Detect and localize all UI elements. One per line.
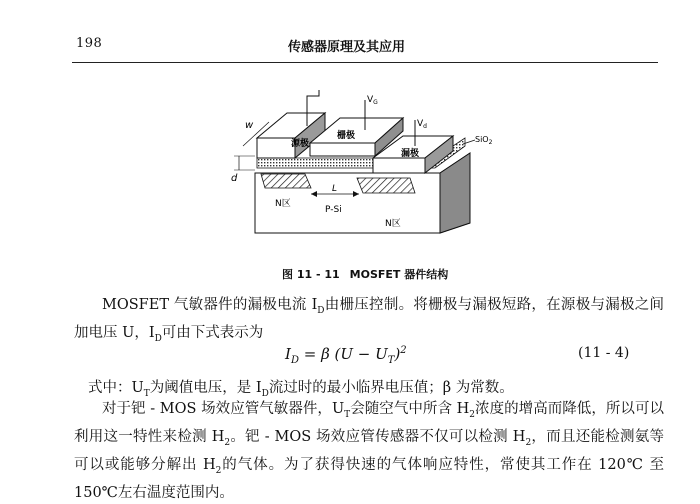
- p3-text-f: 的气体。为了获得快速的气体响应特性，常使其工作在 120℃ 至 150℃左右温度范围内。: [74, 456, 664, 501]
- mosfet-diagram: [225, 78, 515, 258]
- p3-sub-b: 2: [469, 409, 476, 420]
- vd-label: $V_d$: [417, 119, 427, 130]
- equation-number: (11 - 4): [578, 345, 630, 361]
- eq-mid: = β (U − U: [298, 345, 388, 363]
- p1-sub-a: D: [317, 305, 325, 316]
- p1-sub-b: D: [154, 333, 162, 344]
- equation: [285, 345, 407, 366]
- p2-sub-b: D: [261, 388, 269, 399]
- eq-sup: 2: [400, 345, 407, 356]
- eq-rhs: ): [394, 345, 401, 363]
- n-region-right-label: N区: [385, 219, 401, 229]
- p1-text-a: MOSFET 气敏器件的漏极电流 I: [102, 297, 318, 313]
- d-label: d: [231, 173, 238, 184]
- p3-sub-d: 2: [525, 437, 532, 448]
- figure-caption: [282, 266, 458, 282]
- n-region-left-shape: [261, 174, 311, 188]
- p2-text-b: 为阈值电压，是 I: [149, 380, 262, 396]
- header-rule: [72, 62, 658, 63]
- p3-text-e: ，而且还能检测氨等可以或能够分解出 H: [74, 428, 665, 473]
- caption-number: 图 11 - 11: [282, 268, 340, 281]
- psi-label: P-Si: [325, 205, 342, 215]
- gate-label: 栅极: [337, 131, 356, 141]
- p3-sub-a: T: [344, 409, 351, 420]
- w-label: w: [245, 120, 254, 131]
- vg-label: $V_G$: [367, 95, 378, 106]
- page-number: 198: [76, 36, 103, 51]
- p3-sub-e: 2: [215, 465, 222, 476]
- running-head: 传感器原理及其应用: [288, 40, 406, 55]
- n-region-left-label: N区: [275, 199, 291, 209]
- eq-lhs: I: [285, 345, 291, 363]
- paragraph-3: [74, 398, 664, 504]
- source-label: 源极: [291, 139, 310, 149]
- vg-sub: G: [373, 99, 378, 106]
- mosfet-figure: [225, 78, 515, 258]
- eq-lhs-sub: D: [290, 355, 299, 366]
- vd-sub: d: [423, 123, 427, 130]
- drain-label: 漏极: [401, 149, 420, 159]
- sio2-label: SiO$_2$: [475, 135, 493, 146]
- paragraph-1: [74, 294, 664, 350]
- l-label: L: [332, 184, 338, 194]
- p3-sub-c: 2: [224, 437, 231, 448]
- p2-sub-a: T: [143, 388, 150, 399]
- p3-text-a: 对于钯 - MOS 场效应管气敏器件，U: [102, 401, 345, 417]
- p3-text-d: 。钯 - MOS 场效应管传感器不仅可以检测 H: [230, 428, 526, 445]
- n-region-right-shape: [357, 178, 415, 193]
- p1-text-b: 由栅压控制。将栅极与漏极短路，在源极与漏极之间加电压 U，I: [74, 297, 664, 341]
- p2-text-a: 式中：U: [88, 380, 144, 396]
- caption-text: MOSFET 器件结构: [349, 268, 449, 281]
- p2-text-c: 流过时的最小临界电压值；β 为常数。: [268, 380, 514, 396]
- p3-text-b: 会随空气中所含 H: [350, 401, 470, 417]
- sio2-sub: 2: [488, 139, 493, 146]
- p1-text-c: 可由下式表示为: [161, 324, 264, 341]
- eq-mid-sub: T: [387, 355, 395, 366]
- p3-text-c: 浓度的增高而降低，所以可以利用这一特性来检测 H: [74, 401, 664, 445]
